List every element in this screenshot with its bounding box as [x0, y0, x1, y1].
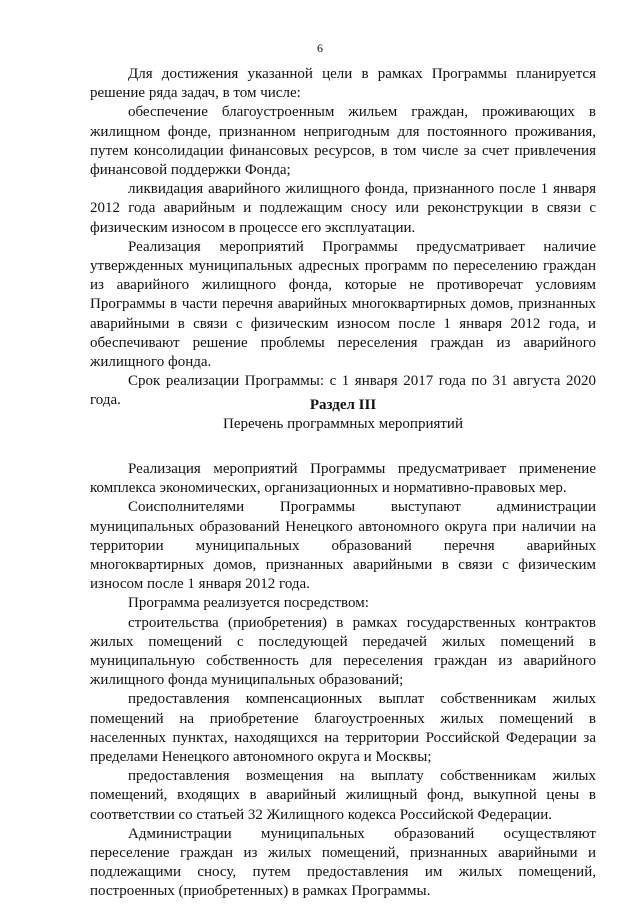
section-means-compensation: предоставления компенсационных выплат собственникам жилых помещений на приобретение благоустроенных жилых помещений в населенных пунктах, находящихся на территории Российской Федерации за пределами Ненецкого автономного округа и Москвы;	[90, 691, 596, 766]
page-number: 6	[317, 41, 323, 55]
section-subtitle: Перечень программных мероприятий	[223, 416, 463, 432]
section-paragraph-administrations: Администрации муниципальных образований осуществляют переселение граждан из жилых помещений, признанных аварийными и подлежащими сносу, путем предоставления им жилых помещений, построенных (приобретенных) в рамках Программы.	[90, 825, 596, 900]
section-heading	[90, 396, 596, 434]
intro-paragraph-1: Для достижения указанной цели в рамках Программы планируется решение ряда задач, в том числе:	[90, 66, 596, 102]
intro-task-2: ликвидация аварийного жилищного фонда, признанного после 1 января 2012 года аварийным и подлежащим сносу или реконструкции в связи с физическим износом в процессе его эксплуатации.	[90, 181, 596, 236]
intro-paragraph-term: Срок реализации Программы: с 1 января 2017 года по 31 августа 2020 года.	[90, 373, 596, 409]
section-paragraph-means-intro: Программа реализуется посредством:	[128, 595, 369, 612]
section-paragraph-measures: Реализация мероприятий Программы предусматривает применение комплекса экономических, организационных и нормативно-правовых мер.	[90, 461, 596, 497]
section-means-redemption: предоставления возмещения на выплату собственникам жилых помещений, входящих в аварийный жилищный фонд, выкупной цены в соответствии со статьей 32 Жилищного кодекса Российской Федерации.	[90, 768, 596, 823]
intro-task-1: обеспечение благоустроенным жильем граждан, проживающих в жилищном фонде, признанном непригодным для постоянного проживания, путем консолидации финансовых ресурсов, в том числе за счет привлечения финансовой поддержки Фонда;	[90, 104, 596, 179]
section-means-construction: строительства (приобретения) в рамках государственных контрактов жилых помещений с последующей передачей жилых помещений в муниципальную собственность для переселения граждан из аварийного жилищного фонда муниципальных образований;	[90, 614, 596, 689]
section-body	[90, 460, 596, 902]
section-paragraph-coexecutors: Соисполнителями Программы выступают администрации муниципальных образований Ненецкого автономного округа при наличии на территории муниципальных образований перечня аварийных многоквартирных домов, признанных аварийными в связи с физическим износом после 1 января 2012 года.	[90, 499, 596, 593]
intro-paragraph-implementation: Реализация мероприятий Программы предусматривает наличие утвержденных муниципальных адресных программ по переселению граждан из аварийного жилищного фонда, которые не противоречат условиям Программы в части перечня аварийных многоквартирных домов, признанных аварийными в связи с физическим износом после 1 января 2012 года, и обеспечивают решение проблемы переселения граждан из аварийного жилищного фонда.	[90, 238, 596, 371]
intro-section	[90, 65, 596, 411]
section-title: Раздел III	[309, 397, 377, 413]
